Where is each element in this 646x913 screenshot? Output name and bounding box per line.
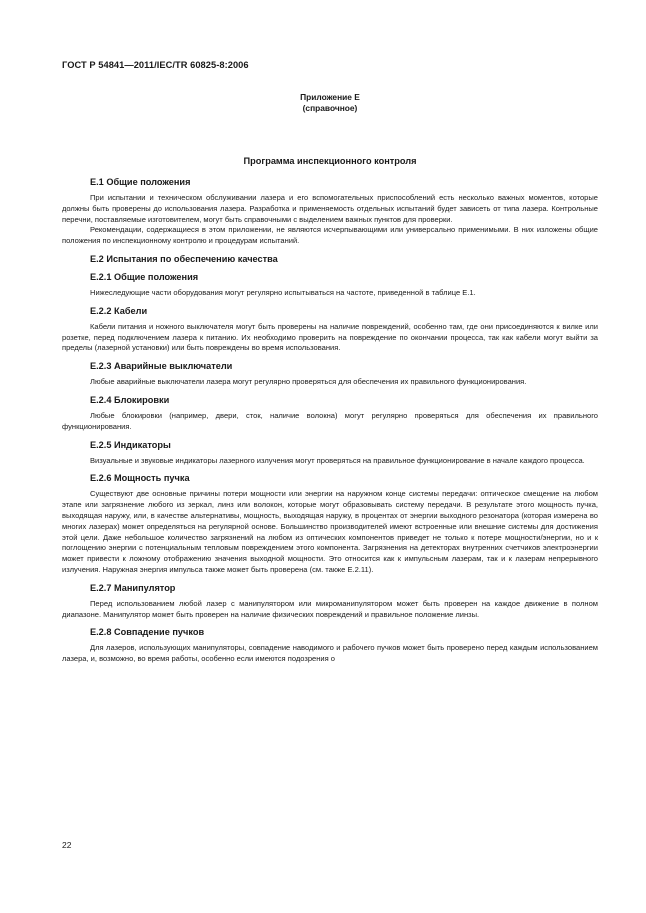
section-e1 [62, 176, 598, 247]
page-title: Программа инспекционного контроля [243, 156, 417, 166]
appendix-label [62, 92, 598, 114]
subsection-heading: Е.2.6 Мощность пучка [90, 473, 190, 484]
paragraph: Существуют две основные причины потери мощности или энергии на наружном конце системы передачи: оптическое смещение на любом этапе или загрязнение любого из зеркал, линз или волокон, которые могут образовывать систему передачи. В результате этого мощность пучка, выходящая наружу, или, в качестве альтернативы, мощность, выходящая наружу, в процентах от энергии выходного резонатора (которая измерена во многих лазерах) может определяться на регулярной основе. Большинство производителей имеют встроенные или внешние системы для достижения этой цели. Даже небольшое количество загрязнений на любом из оптических компонентов приведет не только к потере мощности/энергии, но и к поглощению энергии с потенциальным тепловым повреждением этого компонента. Загрязнения на детекторах внутренних счетчиков электроэнергии может привести к ложному отображению значения выходной мощности. Это относится как к импульсным лазерам, так и к лазерам непрерывного излучения. Наружная энергия импульса также может быть проверена (см. также Е.2.11). [62, 489, 598, 574]
subsection-heading: Е.2.2 Кабели [90, 305, 148, 316]
section-e2-4 [62, 394, 598, 433]
appendix-note: (справочное) [302, 103, 358, 113]
section-e2-6 [62, 472, 598, 575]
section-e2-8 [62, 626, 598, 665]
paragraph: Визуальные и звуковые индикаторы лазерного излучения могут проверяться на правильное функционирование в начале каждого процесса. [90, 455, 585, 465]
section-e2-5 [62, 439, 598, 467]
section-heading: Е.2 Испытания по обеспечению качества [90, 253, 278, 264]
section-e2-7 [62, 582, 598, 621]
paragraph: Нижеследующие части оборудования могут регулярно испытываться на частоте, приведенной в таблице Е.1. [90, 287, 476, 297]
document-page [62, 60, 598, 665]
subsection-heading: Е.2.7 Манипулятор [90, 582, 176, 593]
paragraph: Любые аварийные выключатели лазера могут регулярно проверяться для обеспечения их правильного функционирования. [90, 377, 527, 387]
appendix-title: Приложение Е [300, 92, 360, 102]
section-heading: Е.1 Общие положения [90, 177, 191, 187]
subsection-heading: Е.2.3 Аварийные выключатели [90, 361, 233, 372]
paragraph: Для лазеров, использующих манипуляторы, совпадение наводимого и рабочего пучков может быть проверено перед каждым использованием лазера, и, возможно, во время работы, особенно если имеются подозрения о [62, 643, 598, 664]
paragraph: Кабели питания и ножного выключателя могут быть проверены на наличие повреждений, особенно там, где они присоединяются к вилке или розетке, перед подключением лазера к питанию. Их необходимо проверить на повреждение по окончании процесса, так как кабели могут выйти за пределы (лазерной установки) или быть повреждены во время использования. [62, 321, 598, 353]
page-number: 22 [62, 840, 72, 850]
subsection-heading: Е.2.1 Общие положения [90, 271, 199, 282]
section-e2-2 [62, 305, 598, 354]
subsection-heading: Е.2.5 Индикаторы [90, 439, 171, 450]
paragraph: Любые блокировки (например, двери, сток, наличие волокна) могут регулярно проверяться для обеспечения их правильного функционирования. [62, 410, 598, 431]
subsection-heading: Е.2.4 Блокировки [90, 394, 170, 405]
section-e2 [62, 253, 598, 265]
section-e2-3 [62, 360, 598, 388]
standard-header: ГОСТ Р 54841—2011/IEC/TR 60825-8:2006 [62, 60, 249, 70]
paragraph: При испытании и техническом обслуживании лазера и его вспомогательных приспособлений есть несколько важных моментов, которые должны быть проверены до использования лазера. Разработка и применяемость отдельных испытаний будет зависеть от типа лазера. Контрольные перечни, поставляемые изготовителем, могут быть справочными с выделением важных пунктов для проверки. [62, 193, 598, 224]
paragraph: Перед использованием любой лазер с манипулятором или микроманипулятором может быть проверен на каждое движение в полном диапазоне. Манипулятор может быть проверен на наличие физических повреждений и правильное положение линзы. [62, 598, 598, 619]
section-e2-1 [62, 271, 598, 299]
subsection-heading: Е.2.8 Совпадение пучков [90, 627, 205, 638]
paragraph: Рекомендации, содержащиеся в этом приложении, не являются исчерпывающими или универсально применимыми. В них изложены общие положения по инспекционному контролю и процедурам испытаний. [62, 225, 598, 246]
